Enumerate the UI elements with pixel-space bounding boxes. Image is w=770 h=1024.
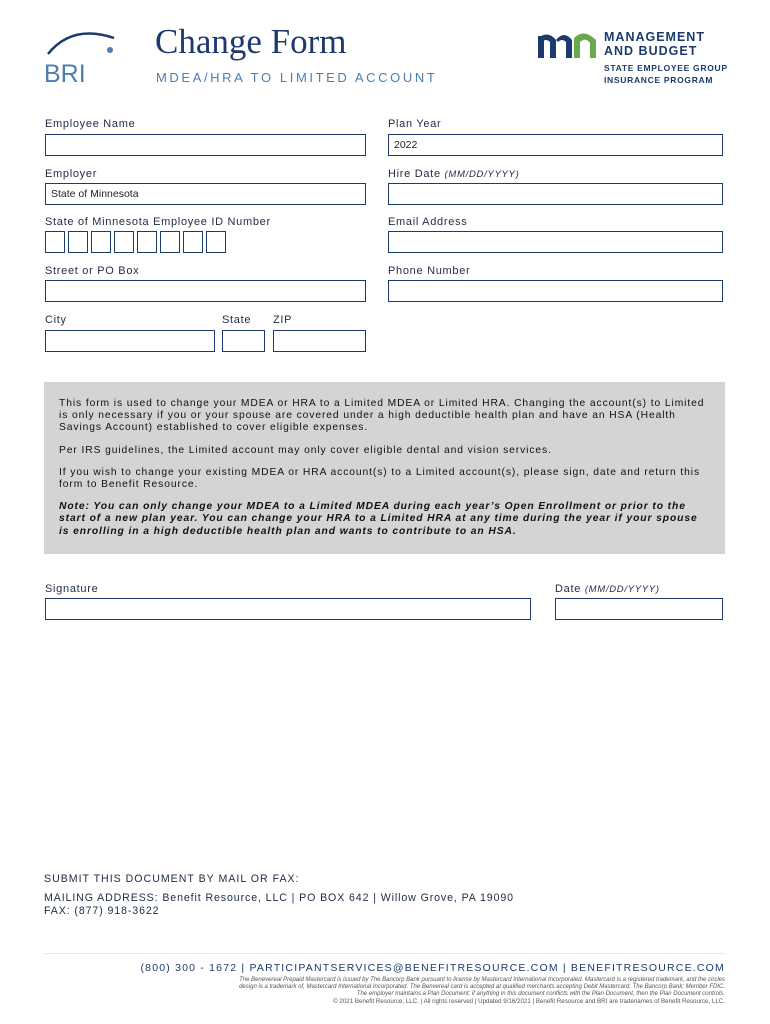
employee-id-label: State of Minnesota Employee ID Number bbox=[45, 216, 271, 228]
signature-date-hint: (MM/DD/YYYY) bbox=[584, 584, 660, 595]
mmb-line1: MANAGEMENT bbox=[604, 30, 705, 44]
signature-date-label-text: Date bbox=[555, 583, 582, 595]
street-label: Street or PO Box bbox=[45, 265, 140, 277]
submit-details bbox=[44, 892, 514, 917]
email-input[interactable] bbox=[388, 231, 723, 253]
info-note: Note: You can only change your MDEA to a Limited MDEA during each year’s Open Enrollment or prior to the start of a new plan year. You can change your HRA to a Limited HRA at any time during the year if your spouse is enrolling in a high deductible health plan and wants to contribute to an HSA. bbox=[59, 501, 698, 537]
footer-fine-print-3: The employer maintains a Plan Document; if anything in this document conflicts with the Plan Document, then the Plan Document controls. bbox=[356, 991, 725, 997]
email-label: Email Address bbox=[388, 216, 468, 228]
svg-text:BRI: BRI bbox=[44, 60, 86, 86]
state-input[interactable] bbox=[222, 330, 265, 352]
fax-number: FAX: (877) 918-3622 bbox=[44, 904, 160, 917]
footer-fine-print-1: The Benevereal Prepaid Mastercard is issued by The Bancorp Bank pursuant to license by Mastercard International Incorporated. Mastercard is a registered trademark, and the circles bbox=[239, 977, 725, 983]
employee-id-digit[interactable] bbox=[114, 231, 134, 253]
signature-date-label bbox=[555, 583, 660, 595]
page-title: Change Form bbox=[155, 22, 347, 61]
state-label: State bbox=[222, 314, 252, 326]
footer-copyright: © 2021 Benefit Resource, LLC. | All rights reserved | Updated 9/16/2021 | Benefit Resource and BRI are tradenames of Benefit Resource, LLC. bbox=[333, 998, 725, 1005]
employee-id-digit[interactable] bbox=[183, 231, 203, 253]
employee-id-digit[interactable] bbox=[68, 231, 88, 253]
mmb-line2: AND BUDGET bbox=[604, 44, 698, 58]
hire-date-input[interactable] bbox=[388, 183, 723, 205]
plan-year-label: Plan Year bbox=[388, 118, 442, 130]
street-input[interactable] bbox=[45, 280, 366, 302]
info-box bbox=[44, 382, 725, 554]
employee-name-label: Employee Name bbox=[45, 118, 136, 130]
employee-id-digit[interactable] bbox=[45, 231, 65, 253]
employee-id-digit[interactable] bbox=[137, 231, 157, 253]
zip-label: ZIP bbox=[273, 314, 293, 326]
zip-input[interactable] bbox=[273, 330, 366, 352]
hire-date-label-text: Hire Date bbox=[388, 168, 441, 180]
phone-input[interactable] bbox=[388, 280, 723, 302]
employee-id-digit[interactable] bbox=[160, 231, 180, 253]
hire-date-hint: (MM/DD/YYYY) bbox=[444, 169, 520, 180]
employee-name-input[interactable] bbox=[45, 134, 366, 156]
hire-date-label bbox=[388, 168, 519, 180]
employer-input[interactable]: State of Minnesota bbox=[45, 183, 366, 205]
info-paragraph-2: Per IRS guidelines, the Limited account may only cover eligible dental and vision services. bbox=[59, 444, 552, 456]
employee-id-digit[interactable] bbox=[206, 231, 226, 253]
info-paragraph-3: If you wish to change your existing MDEA or HRA account(s) to a Limited account(s), please sign, date and return this form to Benefit Resource. bbox=[59, 466, 701, 491]
info-paragraph-1: This form is used to change your MDEA or HRA to a Limited MDEA or Limited HRA. Changing the account(s) to Limited is only necessary if you or your spouse are covered under a high deductible health plan and have an HSA (Health Savings Account) established to cover eligible expenses. bbox=[59, 398, 705, 434]
city-label: City bbox=[45, 314, 67, 326]
footer-fine-print-2: design is a trademark of, Mastercard International Incorporated. The Benvereal card is accepted at qualified merchants accepting Debit Mastercard. The Bancorp Bank; Member FDIC. bbox=[239, 984, 725, 990]
footer-contact[interactable]: (800) 300 - 1672 | PARTICIPANTSERVICES@BENEFITRESOURCE.COM | BENEFITRESOURCE.COM bbox=[140, 962, 725, 974]
page-subtitle: MDEA/HRA TO LIMITED ACCOUNT bbox=[156, 70, 438, 85]
signature-input[interactable] bbox=[45, 598, 531, 620]
signature-label: Signature bbox=[45, 583, 99, 595]
submit-heading: SUBMIT THIS DOCUMENT BY MAIL OR FAX: bbox=[44, 873, 300, 885]
footer-divider bbox=[44, 953, 725, 954]
mn-logo-icon bbox=[538, 32, 600, 58]
mailing-address: MAILING ADDRESS: Benefit Resource, LLC | PO BOX 642 | Willow Grove, PA 19090 bbox=[44, 892, 514, 904]
mmb-logo bbox=[538, 30, 738, 90]
employer-label: Employer bbox=[45, 168, 98, 180]
city-input[interactable] bbox=[45, 330, 215, 352]
bri-logo bbox=[42, 26, 122, 86]
signature-date-input[interactable] bbox=[555, 598, 723, 620]
plan-year-input[interactable]: 2022 bbox=[388, 134, 723, 156]
phone-label: Phone Number bbox=[388, 265, 471, 277]
mmb-line4: INSURANCE PROGRAM bbox=[604, 75, 714, 85]
mmb-line3: STATE EMPLOYEE GROUP bbox=[604, 63, 728, 73]
employee-id-digit[interactable] bbox=[91, 231, 111, 253]
